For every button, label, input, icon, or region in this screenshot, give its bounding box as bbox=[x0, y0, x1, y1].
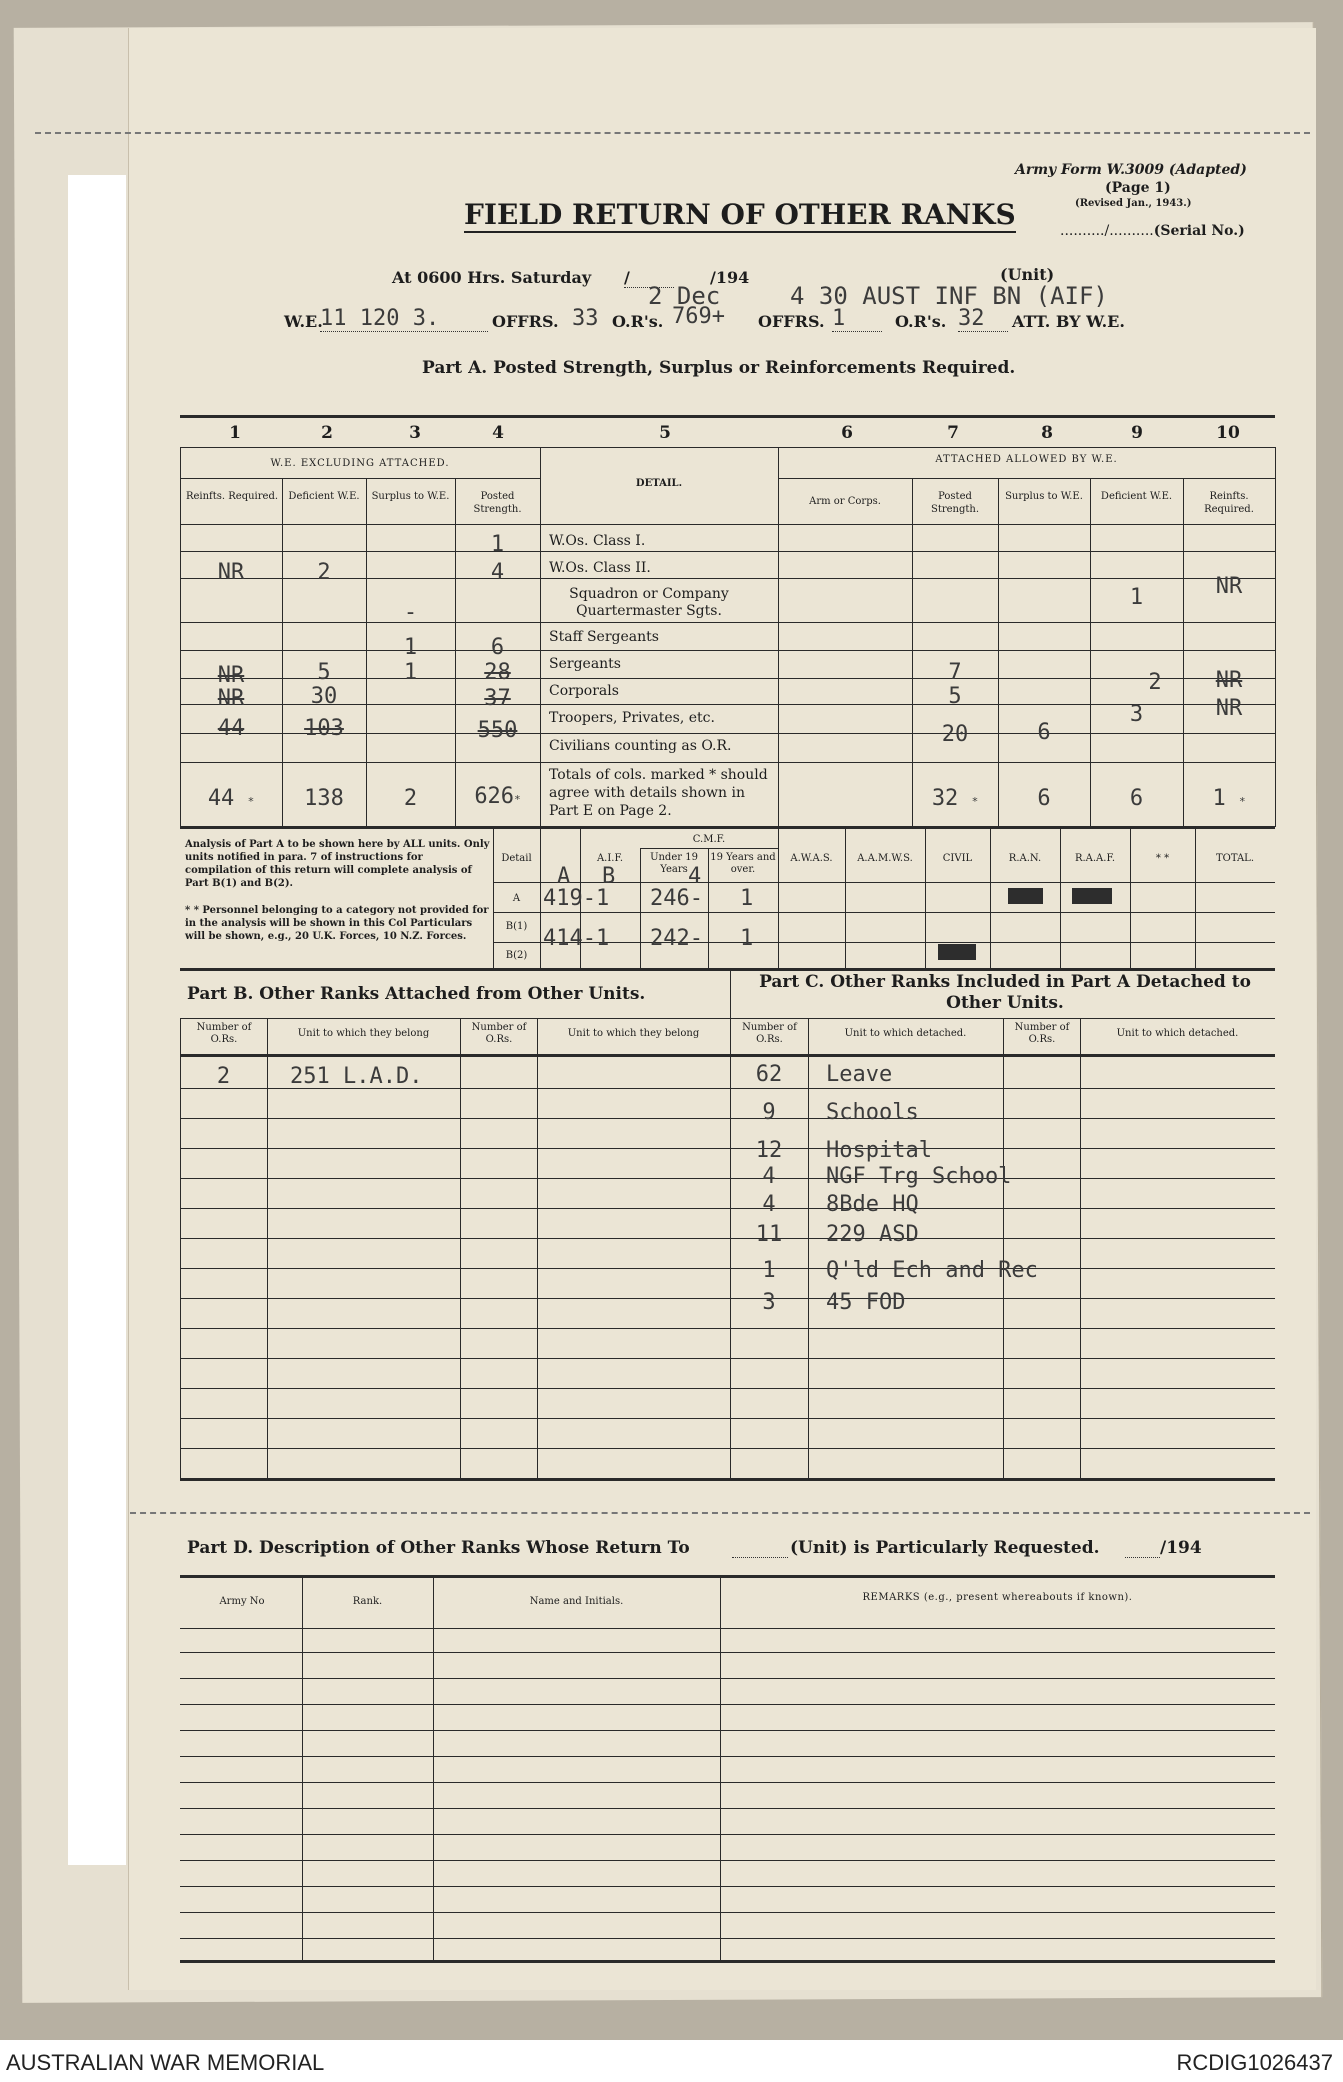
sgt-posted-att: 7 bbox=[948, 660, 962, 685]
analysis-hw-b: B bbox=[602, 864, 616, 889]
offrs-label-2: OFFRS. bbox=[758, 312, 825, 331]
part-c-title: Part C. Other Ranks Included in Part A Detached to Other Units. bbox=[759, 972, 1251, 1013]
detail-corporals: Corporals bbox=[549, 683, 619, 699]
army-form-label: Army Form W.3009 (Adapted) bbox=[1015, 162, 1247, 178]
ors-label: O.R's. bbox=[612, 312, 664, 331]
detail-header: DETAIL. bbox=[635, 478, 683, 489]
footer-right: RCDIG1026437 bbox=[1176, 2050, 1333, 2075]
analysis-note-2: * * Personnel belonging to a category not provided for in the analysis will be shown in this Col Particulars will be shown, e.g., 20 U.K. Forces, 10 N.Z. Forces. bbox=[185, 905, 489, 942]
part-b-h-unit-1: Unit to which they belong bbox=[297, 1028, 430, 1039]
part-c-h-unit-2: Unit to which detached. bbox=[1116, 1028, 1239, 1039]
total-deficient-att: 6 bbox=[1129, 786, 1144, 811]
col-num-8: 8 bbox=[1041, 423, 1053, 443]
part-d-h-rank: Rank. bbox=[352, 1596, 383, 1607]
offrs-value: 33 bbox=[572, 306, 599, 331]
total-posted-att-star: * bbox=[971, 795, 979, 808]
analysis-raaf-header: R.A.A.F. bbox=[1074, 853, 1116, 864]
part-d-blank bbox=[732, 1538, 788, 1558]
h-posted-left: Posted Strength. bbox=[473, 491, 522, 515]
part-d-title-3: /194 bbox=[1160, 1538, 1202, 1558]
cqms-reinfts-att: NR bbox=[1215, 574, 1243, 599]
total-reinfts-att-value: 1 bbox=[1212, 786, 1226, 811]
analysis-b2-over19: 1 bbox=[740, 926, 754, 951]
analysis-a-over19: 1 bbox=[740, 886, 754, 911]
part-d-date-blank bbox=[1125, 1538, 1160, 1558]
cqms-deficient-att: 1 bbox=[1129, 585, 1144, 610]
year-label: /194 bbox=[710, 268, 750, 287]
detail-troopers: Troopers, Privates, etc. bbox=[549, 710, 715, 726]
ssgt-surplus: 1 bbox=[403, 635, 418, 660]
ors2-value: 32 bbox=[958, 306, 1008, 332]
total-reinfts-att bbox=[1183, 786, 1275, 811]
col-num-1: 1 bbox=[229, 423, 241, 443]
part-c-unit-1: Schools bbox=[826, 1100, 919, 1125]
we-label: W.E. bbox=[284, 312, 323, 331]
h-deficient-right: Deficient W.E. bbox=[1100, 491, 1173, 502]
col-num-4: 4 bbox=[492, 423, 504, 443]
analysis-row-b2-label: B(2) bbox=[505, 950, 528, 961]
wo2-reinfts: NR bbox=[217, 560, 245, 585]
wo2-deficient: 2 bbox=[317, 560, 331, 585]
cpl-deficient: 30 bbox=[310, 684, 338, 709]
part-b-h-number-1: Number of O.Rs. bbox=[196, 1022, 252, 1045]
group-left-header: W.E. EXCLUDING ATTACHED. bbox=[270, 458, 450, 469]
part-c-unit-0: Leave bbox=[826, 1062, 893, 1087]
h-reinfts-left: Reinfts. Required. bbox=[185, 491, 279, 502]
pte-deficient: 103 bbox=[304, 716, 344, 741]
sgt-reinfts: NR bbox=[217, 663, 245, 688]
analysis-under19-header: Under 19 Years bbox=[650, 852, 698, 875]
serial-field: ........../..........(Serial No.) bbox=[1060, 223, 1245, 239]
pte-surplus-att: 6 bbox=[1037, 720, 1051, 745]
analysis-ran-header: R.A.N. bbox=[1008, 853, 1042, 864]
detail-sergeants: Sergeants bbox=[549, 656, 621, 672]
cpl-reinfts-att: NR bbox=[1215, 696, 1243, 721]
at-label: At 0600 Hrs. Saturday bbox=[392, 268, 592, 287]
col-num-7: 7 bbox=[947, 423, 959, 443]
part-c-h-unit-1: Unit to which detached. bbox=[844, 1028, 967, 1039]
total-posted bbox=[455, 784, 540, 809]
h-surplus-right: Surplus to W.E. bbox=[1005, 491, 1083, 502]
part-c-num-5: 11 bbox=[755, 1222, 783, 1247]
h-deficient-left: Deficient W.E. bbox=[288, 491, 360, 502]
analysis-detail-header: Detail bbox=[501, 853, 532, 864]
redaction-raaf bbox=[1072, 888, 1112, 904]
redaction-ran bbox=[1008, 888, 1043, 904]
part-d-title-2: (Unit) is Particularly Requested. bbox=[790, 1538, 1100, 1558]
col-num-6: 6 bbox=[841, 423, 853, 443]
col-num-10: 10 bbox=[1216, 423, 1240, 443]
part-b-h-unit-2: Unit to which they belong bbox=[567, 1028, 700, 1039]
part-c-num-0: 62 bbox=[755, 1062, 783, 1087]
analysis-cmf-header: C.M.F. bbox=[692, 834, 726, 845]
detail-civilians: Civilians counting as O.R. bbox=[549, 738, 732, 754]
ors-label-2: O.R's. bbox=[895, 312, 947, 331]
part-c-unit-7: 45 FOD bbox=[826, 1290, 906, 1315]
revised-label: (Revised Jan., 1943.) bbox=[1075, 198, 1192, 209]
part-d-h-name: Name and Initials. bbox=[529, 1596, 624, 1607]
col-num-9: 9 bbox=[1131, 423, 1143, 443]
group-right-header: ATTACHED ALLOWED BY W.E. bbox=[935, 454, 1118, 465]
col-num-5: 5 bbox=[659, 423, 671, 443]
part-c-unit-2: Hospital bbox=[826, 1138, 932, 1163]
unit-label: (Unit) bbox=[1000, 265, 1055, 284]
sgt-deficient: 5 bbox=[317, 660, 331, 685]
total-surplus: 2 bbox=[403, 786, 418, 811]
part-c-num-2: 12 bbox=[755, 1138, 783, 1163]
analysis-total-header: TOTAL. bbox=[1215, 853, 1255, 864]
sgt-posted: 28 bbox=[484, 660, 511, 685]
ors-value: 769+ bbox=[672, 304, 725, 329]
detail-totals: Totals of cols. marked * should agree with details shown in Part E on Page 2. bbox=[549, 767, 768, 819]
total-surplus-att: 6 bbox=[1037, 786, 1051, 811]
analysis-awas-header: A.W.A.S. bbox=[790, 853, 833, 864]
part-c-unit-3: NGF Trg School bbox=[826, 1164, 1012, 1189]
h-surplus-left: Surplus to W.E. bbox=[371, 491, 450, 502]
wo2-posted: 4 bbox=[490, 560, 505, 585]
tear-line-top bbox=[35, 132, 1310, 134]
analysis-a-aif: 419-1 bbox=[543, 886, 610, 911]
part-c-num-3: 4 bbox=[762, 1164, 776, 1189]
ssgt-posted: 6 bbox=[490, 635, 505, 660]
cpl-deficient-att: 3 bbox=[1129, 702, 1144, 727]
analysis-a-cmf: 246- bbox=[650, 886, 703, 911]
analysis-row-a-label: A bbox=[512, 893, 521, 904]
redaction-civil bbox=[938, 944, 976, 960]
serial-label: (Serial No.) bbox=[1153, 223, 1245, 239]
part-d-h-remarks: REMARKS (e.g., present whereabouts if known). bbox=[862, 1592, 1133, 1603]
cpl-posted-att: 5 bbox=[948, 684, 962, 709]
analysis-hw-a: A bbox=[557, 864, 571, 889]
page-label: (Page 1) bbox=[1105, 180, 1171, 196]
analysis-aif-header: A.I.F. bbox=[596, 853, 624, 864]
offrs-label: OFFRS. bbox=[492, 312, 559, 331]
pte-posted: 550 bbox=[477, 718, 518, 743]
total-reinfts-star: * bbox=[247, 795, 255, 808]
part-d-title: Part D. Description of Other Ranks Whose Return To bbox=[187, 1538, 690, 1558]
part-c-h-number-2: Number of O.Rs. bbox=[1014, 1022, 1070, 1045]
analysis-hw-4: 4 bbox=[688, 864, 702, 889]
sgt-deficient-att: 2 bbox=[1148, 670, 1162, 695]
total-posted-att-value: 32 bbox=[931, 786, 959, 811]
form-title: FIELD RETURN OF OTHER RANKS bbox=[464, 198, 1016, 231]
part-b-row-unit: 251 L.A.D. bbox=[290, 1064, 423, 1089]
detail-cqms: Squadron or Company Quartermaster Sgts. bbox=[569, 586, 729, 619]
wo1-posted: 1 bbox=[490, 532, 505, 557]
analysis-b2-cmf: 242- bbox=[650, 926, 703, 951]
date-sep: / bbox=[624, 268, 674, 288]
part-c-num-4: 4 bbox=[762, 1192, 776, 1217]
total-posted-value: 626 bbox=[474, 784, 515, 809]
analysis-civil-header: CIVIL bbox=[942, 853, 973, 864]
analysis-row-b1-label: B(1) bbox=[505, 921, 528, 932]
part-c-unit-6: Q'ld Ech and Rec bbox=[826, 1258, 1038, 1283]
detail-wo2: W.Os. Class II. bbox=[549, 560, 651, 576]
analysis-note: Analysis of Part A to be shown here by ALL units. Only units notified in para. 7 of instructions for compilation of this return will complete analysis of Part B(1) and B(2). bbox=[185, 839, 490, 889]
offrs2-value: 1 bbox=[832, 306, 882, 332]
detail-wo1: W.Os. Class I. bbox=[549, 533, 646, 549]
date-value: 2 Dec bbox=[648, 282, 721, 310]
part-c-num-1: 9 bbox=[762, 1100, 776, 1125]
analysis-aamws-header: A.A.M.W.S. bbox=[857, 853, 913, 864]
detail-staff-sgts: Staff Sergeants bbox=[549, 629, 659, 645]
pte-posted-att: 20 bbox=[941, 722, 969, 747]
part-c-unit-4: 8Bde HQ bbox=[826, 1192, 919, 1217]
att-label: ATT. BY W.E. bbox=[1012, 312, 1125, 331]
h-reinfts-right: Reinfts. Required. bbox=[1204, 491, 1254, 515]
analysis-b2-aif: 414-1 bbox=[543, 926, 610, 951]
tear-line-middle bbox=[130, 1512, 1310, 1514]
total-posted-star: * bbox=[514, 793, 521, 806]
part-c-num-6: 1 bbox=[762, 1258, 776, 1283]
sgt-surplus: 1 bbox=[403, 660, 418, 685]
part-b-row-num: 2 bbox=[216, 1064, 231, 1089]
col-num-3: 3 bbox=[409, 423, 421, 443]
part-d-h-army-no: Army No bbox=[219, 1596, 265, 1607]
part-b-h-number-2: Number of O.Rs. bbox=[471, 1022, 527, 1045]
we-value: 11 120 3. bbox=[320, 306, 488, 332]
part-a-title: Part A. Posted Strength, Surplus or Reinforcements Required. bbox=[422, 358, 1016, 378]
cpl-posted: 37 bbox=[484, 686, 511, 711]
part-c-num-7: 3 bbox=[762, 1290, 776, 1315]
part-b-title: Part B. Other Ranks Attached from Other Units. bbox=[187, 984, 646, 1004]
analysis-other-header: * * bbox=[1155, 853, 1170, 864]
total-posted-att bbox=[912, 786, 998, 811]
analysis-19plus-header: 19 Years and over. bbox=[710, 852, 776, 875]
white-strip bbox=[68, 175, 126, 1865]
total-reinfts-att-star: * bbox=[1238, 795, 1246, 808]
cqms-surplus: - bbox=[403, 600, 418, 625]
pte-reinfts: 44 bbox=[217, 716, 245, 741]
h-arm-corps: Arm or Corps. bbox=[809, 496, 881, 507]
footer-left: AUSTRALIAN WAR MEMORIAL bbox=[6, 2050, 325, 2075]
col-num-2: 2 bbox=[321, 423, 333, 443]
part-c-h-number-1: Number of O.Rs. bbox=[742, 1022, 797, 1045]
h-posted-right: Posted Strength. bbox=[930, 491, 980, 515]
total-reinfts bbox=[180, 786, 282, 811]
sgt-reinfts-att: NR bbox=[1215, 668, 1243, 693]
unit-value: 4 30 AUST INF BN (AIF) bbox=[790, 282, 1108, 310]
total-deficient: 138 bbox=[304, 786, 344, 811]
total-reinfts-value: 44 bbox=[207, 786, 235, 811]
part-c-unit-5: 229 ASD bbox=[826, 1222, 919, 1247]
cpl-reinfts: NR bbox=[217, 686, 245, 711]
